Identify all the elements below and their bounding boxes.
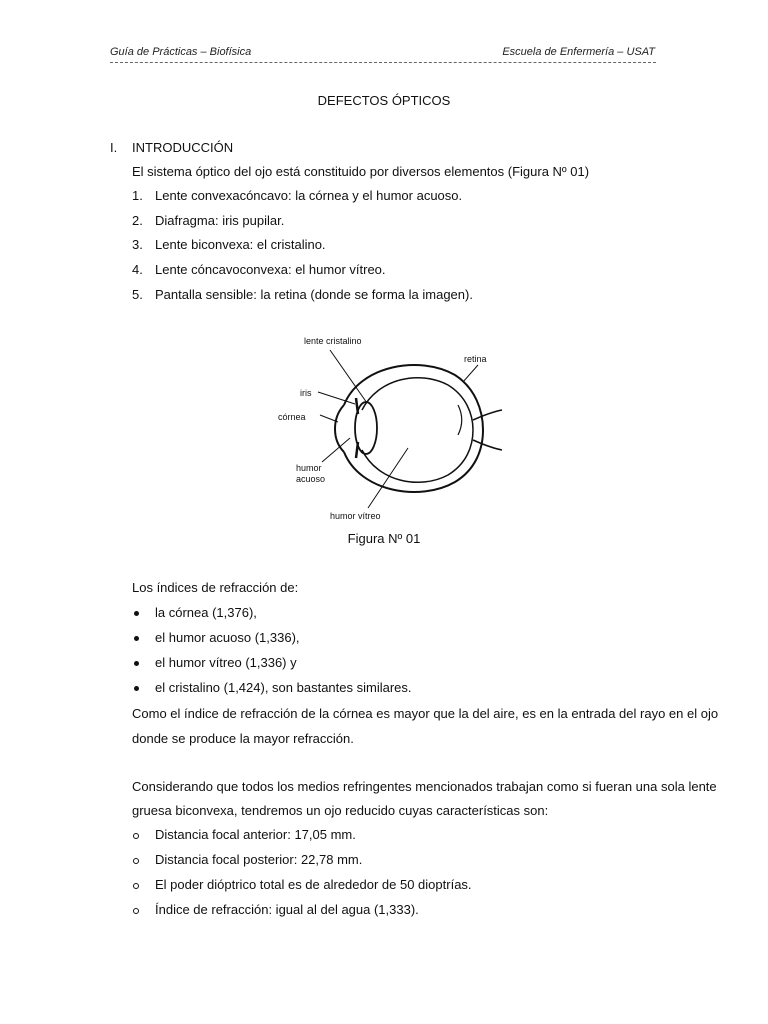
label-cornea: córnea [278, 412, 306, 422]
list-item-number: 4. [132, 262, 143, 277]
reduced-eye-paragraph-line-2: gruesa biconvexa, tendremos un ojo reducido cuyas características son: [132, 803, 549, 818]
bullet-dot [134, 686, 139, 691]
refraction-paragraph-line-1: Como el índice de refracción de la córnea es mayor que la del aire, es en la entrada del rayo en el ojo [132, 706, 719, 721]
leader-vitreous [368, 448, 408, 508]
sclera-outline [344, 365, 483, 492]
reduced-eye-item: Distancia focal anterior: 17,05 mm. [155, 827, 356, 842]
eye-diagram [270, 330, 510, 525]
reduced-eye-item: Distancia focal posterior: 22,78 mm. [155, 852, 363, 867]
header-divider [110, 62, 656, 63]
bullet-circle [133, 908, 139, 914]
list-item-number: 3. [132, 237, 143, 252]
refraction-intro: Los índices de refracción de: [132, 580, 299, 595]
bullet-circle [133, 833, 139, 839]
page-title: DEFECTOS ÓPTICOS [317, 93, 451, 108]
list-item: Lente cóncavoconvexa: el humor vítreo. [155, 262, 386, 277]
refraction-bullet: el humor vítreo (1,336) y [155, 655, 297, 670]
bullet-dot [134, 611, 139, 616]
list-item-number: 2. [132, 213, 143, 228]
refraction-bullet: el humor acuoso (1,336), [155, 630, 300, 645]
section-numeral: I. [110, 140, 118, 155]
reduced-eye-item: Índice de refracción: igual al del agua (1,333). [155, 902, 419, 917]
list-item-number: 1. [132, 188, 143, 203]
leader-retina [463, 365, 478, 382]
intro-text: El sistema óptico del ojo está constituido por diversos elementos (Figura Nº 01) [132, 164, 590, 179]
bullet-dot [134, 661, 139, 666]
retina-line [362, 378, 473, 483]
refraction-paragraph-line-2: donde se produce la mayor refracción. [132, 731, 354, 746]
figure-caption: Figura Nº 01 [347, 531, 421, 546]
label-aqueous-2: acuoso [296, 474, 326, 484]
leader-cornea [320, 415, 338, 422]
header-left: Guía de Prácticas – Biofísica [110, 46, 252, 58]
list-item: Lente biconvexa: el cristalino. [155, 237, 326, 252]
header-right: Escuela de Enfermería – USAT [502, 46, 655, 58]
label-vitreous: humor vítreo [330, 511, 381, 521]
section-heading: INTRODUCCIÓN [132, 140, 234, 155]
reduced-eye-item: El poder dióptrico total es de alrededor de 50 dioptrías. [155, 877, 472, 892]
label-retina: retina [464, 354, 487, 364]
list-item-number: 5. [132, 287, 143, 302]
retina-detail [458, 405, 462, 435]
refraction-bullet: la córnea (1,376), [155, 605, 257, 620]
leader-aqueous [322, 438, 350, 462]
iris-shape [356, 398, 358, 458]
bullet-dot [134, 636, 139, 641]
bullet-circle [133, 883, 139, 889]
list-item: Pantalla sensible: la retina (donde se forma la imagen). [155, 287, 473, 302]
refraction-bullet: el cristalino (1,424), son bastantes similares. [155, 680, 412, 695]
label-aqueous-1: humor [296, 463, 322, 473]
list-item: Diafragma: iris pupilar. [155, 213, 285, 228]
optic-nerve [473, 410, 502, 450]
label-iris: iris [300, 388, 312, 398]
bullet-circle [133, 858, 139, 864]
eye-diagram-svg [270, 330, 510, 525]
list-item: Lente convexacóncavo: la córnea y el humor acuoso. [155, 188, 463, 203]
reduced-eye-paragraph-line-1: Considerando que todos los medios refringentes mencionados trabajan como si fueran una sola lente [132, 779, 717, 794]
label-lens: lente cristalino [304, 336, 362, 346]
